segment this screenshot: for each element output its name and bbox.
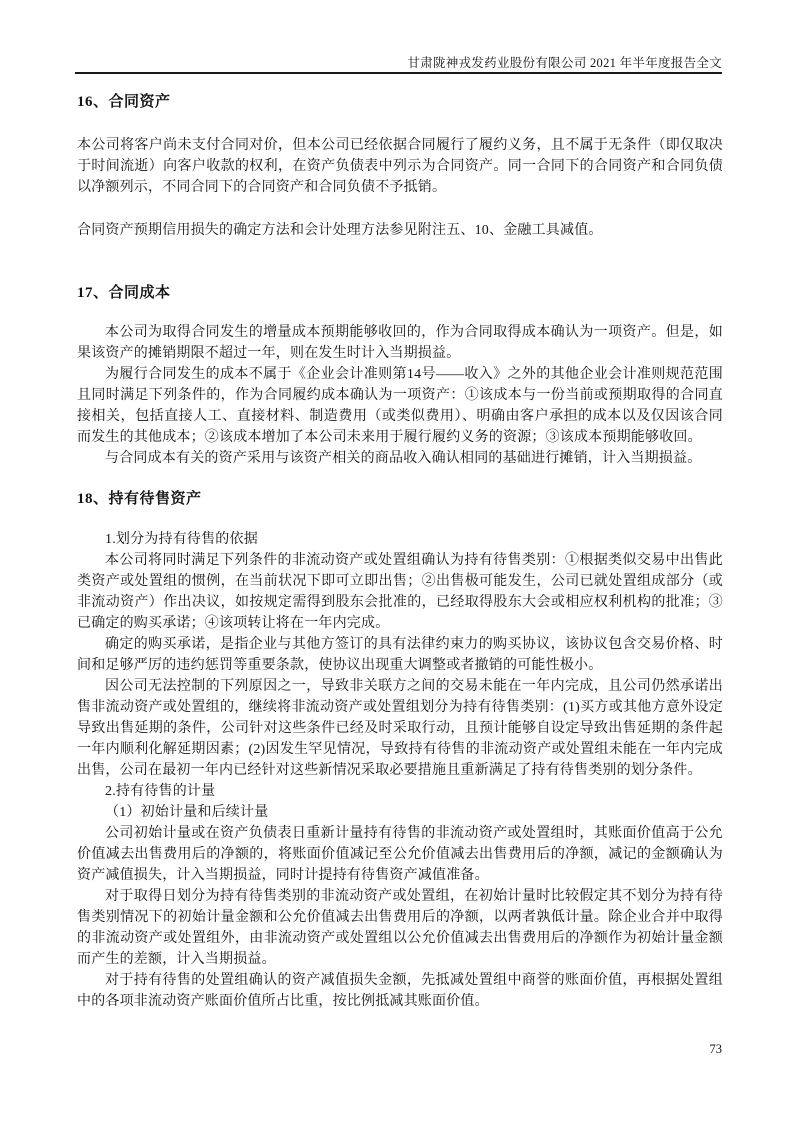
subheading-measurement: 2.持有待售的计量 [105,784,216,799]
paragraph: 对于持有待售的处置组确认的资产减值损失金额，先抵减处置组中商誉的账面价值，再根据处置组中的各项非流动资产账面价值所占比重，按比例抵减其账面价值。 [77,973,723,1009]
paragraph: 为履行合同发生的成本不属于《企业会计准则第14号——收入》之外的其他企业会计准则规范范围且同时满足下列条件的，作为合同履约成本确认为一项资产：①该成本与一份当前或预期取得的合同直接相关，包括直接人工、直接材料、制造费用（或类似费用）、明确由客户承担的成本以及仅因该合同而发生的其他成本；②该成本增加了本公司未来用于履行履约义务的资源；③该成本预期能够收回。 [77,367,723,445]
section-contract-costs [77,283,723,469]
paragraph: 本公司将同时满足下列条件的非流动资产或处置组确认为持有待售类别：①根据类似交易中出售此类资产或处置组的惯例，在当前状况下即可立即出售；②出售极可能发生，公司已就处置组成部分（或非流动资产）作出决议，如按规定需得到股东会批准的，已经取得股东大会或相应权利机构的批准；③已确定的购买承诺；④该项转让将在一年内完成。 [77,553,723,631]
paragraph: 本公司为取得合同发生的增量成本预期能够收回的，作为合同取得成本确认为一项资产。但是，如果该资产的摊销期限不超过一年，则在发生时计入当期损益。 [77,325,723,361]
paragraph: 对于取得日划分为持有待售类别的非流动资产或处置组，在初始计量时比较假定其不划分为持有待售类别情况下的初始计量金额和公允价值减去出售费用后的净额，以两者孰低计量。除企业合并中取得的非流动资产或处置组外，由非流动资产或处置组以公允价值减去出售费用后的净额作为初始计量金额而产生的差额，计入当期损益。 [77,889,723,967]
section-contract-assets [77,92,723,241]
subheading-initial-subsequent-measurement: （1）初始计量和后续计量 [105,805,269,820]
page-number: 73 [709,1042,722,1056]
paragraph: 因公司无法控制的下列原因之一，导致非关联方之间的交易未能在一年内完成，且公司仍然承诺出售非流动资产或处置组的，继续将非流动资产或处置组划分为持有待售类别：(1)买方或其他方意外设定导致出售延期的条件，公司针对这些条件已经及时采取行动，且预计能够自设定导致出售延期的条件起一年内顺利化解延期因素；(2)因发生罕见情况，导致持有待售的非流动资产或处置组未能在一年内完成出售，公司在最初一年内已经针对这些新情况采取必要措施且重新满足了持有待售类别的划分条件。 [77,679,723,778]
section-heading-contract-costs: 17、合同成本 [77,285,171,301]
header-rule [75,72,722,74]
subheading-classification-basis: 1.划分为持有待售的依据 [105,532,258,547]
section-heading-held-for-sale: 18、持有待售资产 [77,491,202,507]
running-header: 甘肃陇神戎发药业股份有限公司 2021 年半年度报告全文 [407,56,722,70]
paragraph: 合同资产预期信用损失的确定方法和会计处理方法参见附注五、10、金融工具减值。 [77,223,603,238]
paragraph: 确定的购买承诺，是指企业与其他方签订的具有法律约束力的购买协议，该协议包含交易价格、时间和足够严厉的违约惩罚等重要条款，使协议出现重大调整或者撤销的可能性极小。 [77,637,723,673]
paragraph: 与合同成本有关的资产采用与该资产相关的商品收入确认相同的基础进行摊销，计入当期损益。 [105,451,702,466]
paragraph: 公司初始计量或在资产负债表日重新计量持有待售的非流动资产或处置组时，其账面价值高于公允价值减去出售费用后的净额的，将账面价值减记至公允价值减去出售费用后的净额，减记的金额确认为资产减值损失，计入当期损益，同时计提持有待售资产减值准备。 [77,826,723,883]
paragraph: 本公司将客户尚未支付合同对价，但本公司已经依据合同履行了履约义务，且不属于无条件（即仅取决于时间流逝）向客户收款的权利，在资产负债表中列示为合同资产。同一合同下的合同资产和合同负债以净额列示，不同合同下的合同资产和合同负债不予抵销。 [77,138,723,195]
section-heading-contract-assets: 16、合同资产 [77,94,171,110]
section-held-for-sale-assets [77,489,723,1012]
